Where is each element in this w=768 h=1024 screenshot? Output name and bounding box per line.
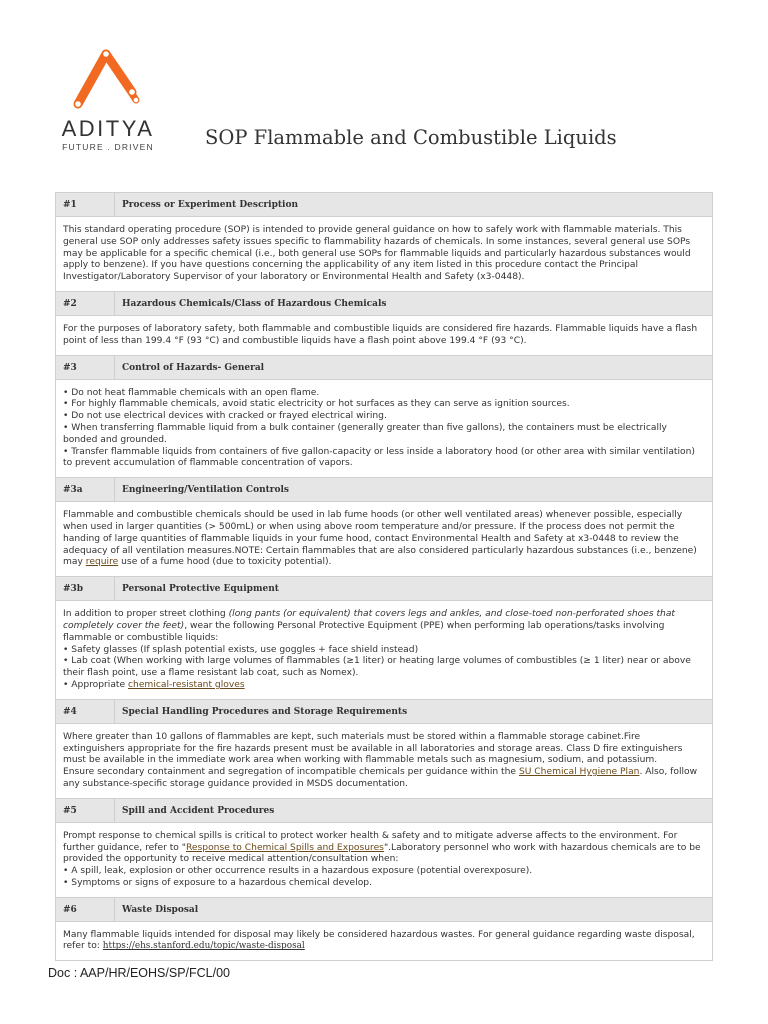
chemical-hygiene-plan-link[interactable]: SU Chemical Hygiene Plan [518, 767, 640, 778]
aditya-emblem-icon [66, 44, 150, 116]
section-body-3b [56, 601, 712, 700]
section-paragraph [63, 767, 704, 791]
section-body-3 [56, 380, 712, 479]
bullet-item [63, 680, 704, 692]
section-number: #5 [56, 799, 115, 822]
bullet-item: • Symptoms or signs of exposure to a hazardous chemical develop. [63, 877, 372, 888]
sop-table [55, 192, 713, 961]
section-heading: Control of Hazards- General [122, 362, 265, 373]
bullet-item: • Lab coat (When working with large volumes of flammables (≥1 liter) or heating large volumes of combustibles (≥ 1 liter) near or above their flash point, use a flame resistant lab coat, such as Nomex). [63, 656, 691, 679]
section-text: Ensure secondary containment and segregation of incompatible chemicals per guidance within the [63, 767, 519, 778]
bullet-item: • A spill, leak, explosion or other occurrence results in a hazardous exposure (potential overexposure). [63, 866, 533, 877]
section-body-2 [56, 316, 712, 356]
section-text: , wear the following Personal Protective Equipment (PPE) when performing lab operations/tasks involving flammable or combustible liquids: [63, 620, 665, 643]
bullet-prefix: • Appropriate [63, 679, 129, 690]
bullet-item: • For highly flammable chemicals, avoid static electricity or hot surfaces as they can serve as ignition sources. [63, 399, 570, 410]
bullet-item: • When transferring flammable liquid from a bulk container (generally greater than five gallons), the containers must be electrically bonded and grounded. [63, 422, 667, 445]
spill-response-link[interactable]: Response to Chemical Spills and Exposures [186, 842, 384, 853]
section-heading: Hazardous Chemicals/Class of Hazardous Chemicals [122, 298, 387, 309]
section-header-3a [56, 478, 712, 502]
section-heading: Engineering/Ventilation Controls [122, 485, 290, 496]
section-header-3b [56, 577, 712, 601]
section-text: . Also, follow any substance-specific storage guidance provided in MSDS documentation. [63, 767, 698, 789]
chemical-resistant-gloves-link[interactable]: chemical-resistant gloves [128, 679, 245, 690]
section-heading: Personal Protective Equipment [122, 584, 279, 595]
section-heading: Waste Disposal [122, 904, 199, 915]
bullet-item: • Do not use electrical devices with cracked or frayed electrical wiring. [63, 411, 387, 422]
section-text: For the purposes of laboratory safety, both flammable and combustible liquids are considered fire hazards. Flammable liquids have a flash point of less than 199.4 °F (93 °C) and combustible liquids have a flash point above 199.4 °F (93 °C). [63, 323, 698, 346]
section-header-5 [56, 799, 712, 823]
section-body-3a [56, 502, 712, 577]
aditya-logo [52, 44, 164, 156]
document-title: SOP Flammable and Combustible Liquids [205, 126, 617, 149]
section-heading: Special Handling Procedures and Storage Requirements [122, 706, 408, 717]
document-reference: Doc : AAP/HR/EOHS/SP/FCL/00 [48, 966, 231, 980]
bullet-item: • Do not heat flammable chemicals with an open flame. [63, 387, 320, 398]
section-number: #3b [56, 577, 115, 600]
logo-wordmark: ADITYA [61, 116, 155, 141]
section-number: #2 [56, 292, 115, 315]
section-header-1 [56, 193, 712, 217]
section-header-6 [56, 898, 712, 922]
section-text: This standard operating procedure (SOP) is intended to provide general guidance on how to safely work with flammable materials. This general use SOP only addresses safety issues specific to flammability hazards of chemicals. In some instances, several general use SOPs may be applicable for a specific chemical (i.e., both general use SOPs for flammable liquids and particularly hazardous substances would apply to benzene). If you have questions concerning the applicability of any item listed in this procedure contact the Principal Investigator/Laboratory Supervisor of your laboratory or Environmental Health and Safety (x3-0448). [63, 225, 691, 283]
section-header-3 [56, 356, 712, 380]
section-number: #3 [56, 356, 115, 379]
bullet-item: • Transfer flammable liquids from containers of five gallon-capacity or less inside a laboratory hood (or other area with similar ventilation) to prevent accumulation of flammable concentration of vapors. [63, 446, 695, 469]
section-heading: Process or Experiment Description [122, 200, 299, 210]
section-number: #4 [56, 700, 115, 723]
section-number: #1 [56, 193, 115, 216]
section-body-4 [56, 724, 712, 799]
section-text: Many flammable liquids intended for disposal may likely be considered hazardous wastes. For general guidance regarding waste disposal, refer to: [63, 929, 695, 952]
logo-tagline: FUTURE . DRIVEN [62, 142, 154, 152]
section-number: #6 [56, 898, 115, 921]
section-text: use of a fume hood (due to toxicity potential). [118, 557, 332, 568]
section-text: In addition to proper street clothing [63, 609, 229, 620]
section-body-6 [56, 922, 712, 962]
section-body-5 [56, 823, 712, 898]
section-header-4 [56, 700, 712, 724]
section-paragraph: Where greater than 10 gallons of flammables are kept, such materials must be stored within a flammable storage cabinet.Fire extinguishers appropriate for the fire hazards present must be available in all laboratories and storage areas. Class D fire extinguishers must be available in the immediate work area when working with flammable metals such as magnesium, sodium, and potassium. [63, 731, 683, 766]
section-body-1 [56, 217, 712, 292]
section-number: #3a [56, 478, 115, 501]
require-link[interactable]: require [85, 557, 119, 568]
clothing-note: (long pants (or equivalent) that covers legs and ankles, and close-toed non-perforated shoes that completely cover the feet) [63, 609, 675, 631]
section-text: ".Laboratory personnel who work with hazardous chemicals are to be provided the opportunity to receive medical attention/consultation when: [63, 842, 701, 865]
section-text: Flammable and combustible chemicals should be used in lab fume hoods (or other well ventilated areas) whenever possible, especially when used in larger quantities (> 500mL) or when using above room temperature and/or pressure. If the process does not permit the handing of large quantities of flammable liquids in your fume hood, contact Environmental Health and Safety at x3-0448 to review the adequacy of all ventilation measures.NOTE: Certain flammables that are also considered particularly hazardous substances (i.e., benzene) may [63, 510, 697, 568]
waste-disposal-link[interactable]: https://ehs.stanford.edu/topic/waste-disposal [102, 941, 305, 952]
bullet-item: • Safety glasses (If splash potential exists, use goggles + face shield instead) [63, 644, 419, 655]
section-text: Prompt response to chemical spills is critical to protect worker health & safety and to mitigate adverse affects to the environment. For further guidance, refer to " [63, 830, 678, 853]
section-paragraph [63, 831, 704, 866]
ppe-intro [63, 609, 704, 644]
section-header-2 [56, 292, 712, 316]
section-heading: Spill and Accident Procedures [122, 805, 275, 816]
